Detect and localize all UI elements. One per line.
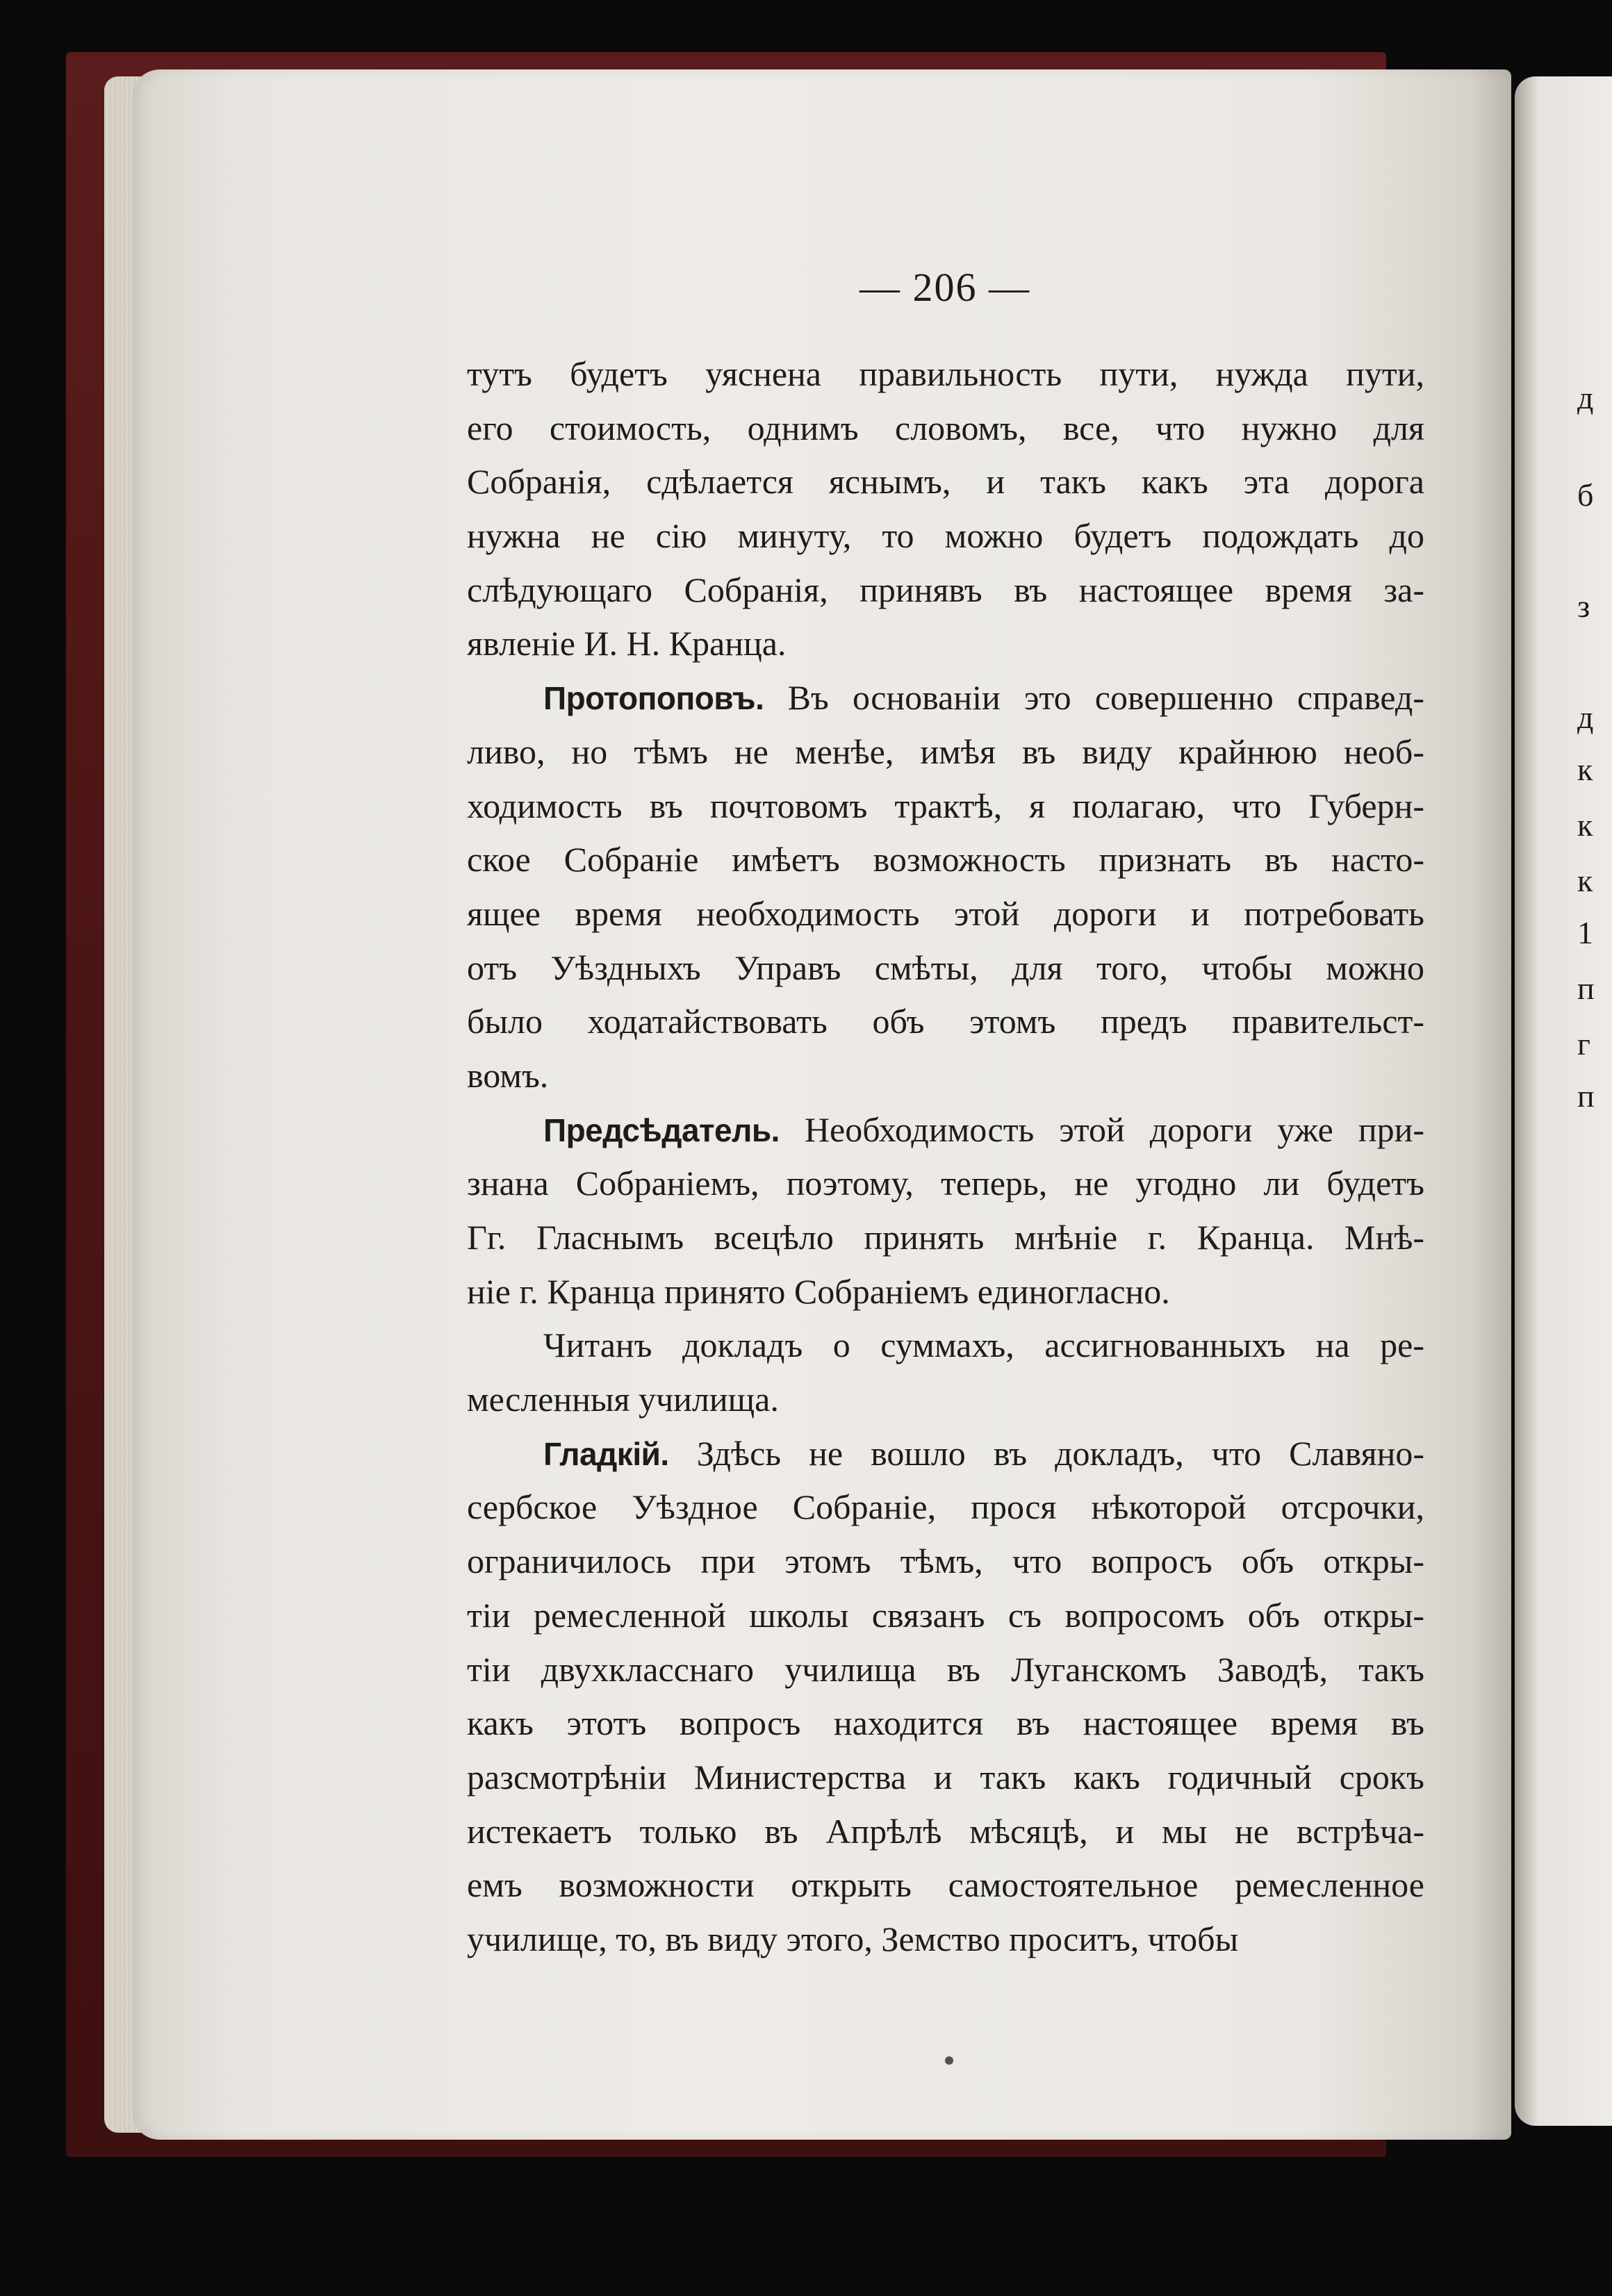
page-text [467, 347, 1424, 1967]
line-text: Въ основаніи это совершенно справед- [787, 678, 1425, 718]
text-line [467, 1805, 1424, 1859]
line-text: его стоимость, однимъ словомъ, все, что нужно для [467, 408, 1424, 447]
next-page-fragment: д [1577, 380, 1594, 415]
text-line [467, 725, 1424, 779]
text-line [467, 1858, 1424, 1913]
text-line [467, 995, 1424, 1049]
text-line [467, 347, 1424, 402]
next-page-fragment: 1 [1577, 915, 1593, 950]
line-text: вомъ. [467, 1055, 549, 1095]
text-line [467, 833, 1424, 887]
text-line [467, 509, 1424, 563]
text-line [467, 1696, 1424, 1751]
text-line [467, 779, 1424, 834]
line-text: отъ Уѣздныхъ Управъ смѣты, для того, чтобы можно [467, 948, 1424, 987]
speaker-name: Протопоповъ. [543, 680, 764, 717]
text-line [467, 1049, 1424, 1103]
text-line [467, 402, 1424, 456]
next-page [1515, 76, 1612, 2126]
line-text: Здѣсь не вошло въ докладъ, что Славяно- [696, 1433, 1424, 1473]
ink-spot [945, 2056, 953, 2065]
text-line [467, 1319, 1424, 1373]
line-text: сербское Уѣздное Собраніе, прося нѣкоторой отсрочки, [467, 1487, 1424, 1527]
line-text: нужна не сію минуту, то можно будетъ подождать до [467, 516, 1424, 556]
next-page-fragment: к [1577, 863, 1593, 898]
line-text: Гг. Гласнымъ всецѣло принять мнѣніе г. Кранца. Мнѣ- [467, 1218, 1424, 1257]
text-line [467, 1157, 1424, 1211]
next-page-fragment: к [1577, 752, 1593, 787]
line-text: разсмотрѣніи Министерства и такъ какъ годичный срокъ [467, 1757, 1424, 1797]
text-line [467, 1480, 1424, 1535]
next-page-fragment: з [1577, 588, 1590, 624]
speaker-name: Предсѣдатель. [543, 1112, 780, 1148]
text-line [467, 1913, 1424, 1967]
text-line [467, 1265, 1424, 1319]
line-text: знана Собраніемъ, поэтому, теперь, не угодно ли будетъ [467, 1164, 1424, 1203]
text-line [467, 941, 1424, 996]
next-page-fragment: д [1577, 700, 1594, 735]
text-line [467, 1751, 1424, 1805]
text-line [467, 887, 1424, 941]
next-page-fragment: г [1577, 1026, 1590, 1062]
line-text: Собранія, сдѣлается яснымъ, и такъ какъ эта дорога [467, 462, 1424, 502]
text-line [467, 1373, 1424, 1427]
line-text: слѣдующаго Собранія, принявъ въ настоящее время за- [467, 570, 1424, 609]
line-text: ящее время необходимость этой дороги и потребовать [467, 893, 1424, 933]
line-text: тутъ будетъ уяснена правильность пути, нужда пути, [467, 354, 1424, 393]
text-line [467, 1211, 1424, 1265]
line-text: какъ этотъ вопросъ находится въ настоящее время въ [467, 1703, 1424, 1743]
line-text: истекаетъ только въ Апрѣлѣ мѣсяцѣ, и мы не встрѣча- [467, 1811, 1424, 1851]
line-text: ніе г. Кранца принято Собраніемъ единогласно. [467, 1271, 1170, 1311]
line-text: ское Собраніе имѣетъ возможность признать въ насто- [467, 840, 1424, 879]
text-line [467, 1643, 1424, 1697]
text-line [467, 1535, 1424, 1589]
text-line [467, 617, 1424, 671]
line-text: Необходимость этой дороги уже при- [804, 1109, 1425, 1149]
line-text: тіи двухкласснаго училища въ Луганскомъ Заводѣ, такъ [467, 1649, 1424, 1689]
line-text: месленныя училища. [467, 1380, 779, 1419]
line-text: было ходатайствовать объ этомъ предъ правительст- [467, 1002, 1424, 1041]
line-text: ливо, но тѣмъ не менѣе, имѣя въ виду крайнюю необ- [467, 732, 1424, 771]
line-text: Читанъ докладъ о суммахъ, ассигнованныхъ на ре- [543, 1325, 1424, 1365]
line-text: училище, то, въ виду этого, Земство проситъ, чтобы [467, 1919, 1239, 1958]
line-text: тіи ремесленной школы связанъ съ вопросомъ объ откры- [467, 1595, 1424, 1635]
text-line [467, 1589, 1424, 1643]
next-page-fragment: б [1577, 477, 1594, 513]
next-page-fragment: п [1577, 1078, 1595, 1114]
text-line [467, 1103, 1424, 1157]
line-text: емъ возможности открыть самостоятельное ремесленное [467, 1865, 1424, 1905]
text-line [467, 455, 1424, 509]
text-line [467, 1427, 1424, 1481]
speaker-name: Гладкій. [543, 1435, 669, 1472]
next-page-fragment: п [1577, 971, 1595, 1006]
next-page-fragment: к [1577, 807, 1593, 843]
page-number: — 206 — [860, 265, 1030, 310]
line-text: ходимость въ почтовомъ трактѣ, я полагаю, что Губерн- [467, 786, 1424, 825]
line-text: явленіе И. Н. Кранца. [467, 624, 787, 663]
text-line [467, 671, 1424, 725]
text-line [467, 563, 1424, 618]
line-text: ограничилось при этомъ тѣмъ, что вопросъ объ откры- [467, 1542, 1424, 1581]
